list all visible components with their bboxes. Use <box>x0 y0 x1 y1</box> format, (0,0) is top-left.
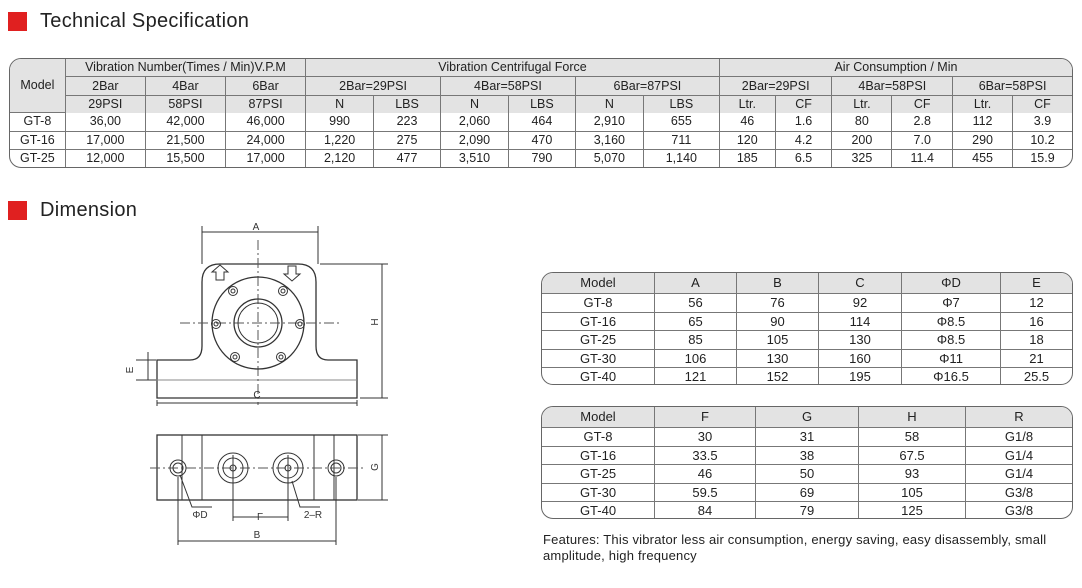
dim-label-f: F <box>256 512 264 523</box>
column-header: Model <box>542 273 655 294</box>
table-row <box>542 294 1072 313</box>
value-cell: G1/4 <box>966 447 1072 466</box>
force-pressure-header: 4Bar=58PSI <box>441 77 576 95</box>
value-cell: 185 <box>720 150 776 167</box>
value-cell: 120 <box>720 132 776 150</box>
value-cell: 36,00 <box>66 113 146 131</box>
value-cell: 121 <box>655 368 737 385</box>
value-cell: 67.5 <box>859 447 966 466</box>
air-unit-header: Ltr. <box>953 96 1013 113</box>
value-cell: 655 <box>644 113 720 131</box>
value-cell: 85 <box>655 331 737 350</box>
technical-specification-table <box>9 58 1073 168</box>
value-cell: 90 <box>737 313 819 332</box>
value-cell: 325 <box>832 150 892 167</box>
value-cell: 93 <box>859 465 966 484</box>
force-pressure-header: 2Bar=29PSI <box>306 77 441 95</box>
air-pressure-header: 6Bar=58PSI <box>953 77 1072 95</box>
value-cell: Φ11 <box>902 350 1001 369</box>
top-view-drawing <box>120 425 400 550</box>
value-cell: 24,000 <box>226 132 306 150</box>
value-cell: G3/8 <box>1004 503 1034 519</box>
dim-label-b: B <box>253 530 261 541</box>
value-cell: 464 <box>509 113 576 131</box>
value-cell: 56 <box>655 294 737 313</box>
value-cell: 223 <box>374 113 441 131</box>
model-cell: GT-40 <box>542 368 655 385</box>
value-cell: 130 <box>819 331 902 350</box>
force-pressure-header: 6Bar=87PSI <box>576 77 720 95</box>
value-cell: 42,000 <box>146 113 226 131</box>
dimension-table-1 <box>541 272 1073 385</box>
table-row <box>542 502 1072 519</box>
air-unit-header: CF <box>1013 96 1072 113</box>
value-cell: 38 <box>756 447 859 466</box>
column-header: B <box>737 273 819 294</box>
value-cell: 290 <box>953 132 1013 150</box>
model-cell: GT-16 <box>10 132 66 150</box>
model-cell: GT-16 <box>542 447 655 466</box>
value-cell: 92 <box>819 294 902 313</box>
value-cell: 65 <box>655 313 737 332</box>
vpm-psi-header: 29PSI <box>66 96 146 113</box>
value-cell: 1,140 <box>644 150 720 167</box>
value-cell: 7.0 <box>892 132 953 150</box>
table-header-row <box>542 273 1072 294</box>
model-cell: GT-16 <box>542 313 655 332</box>
model-cell: GT-30 <box>542 350 655 369</box>
value-cell: 50 <box>756 465 859 484</box>
value-cell: 46 <box>655 465 756 484</box>
model-cell: GT-8 <box>542 294 655 313</box>
air-pressure-header: 2Bar=29PSI <box>720 77 833 95</box>
model-cell: GT-40 <box>542 502 655 519</box>
dim-label-g: G <box>370 463 381 471</box>
value-cell: 15,500 <box>146 150 226 167</box>
value-cell: 18 <box>1001 331 1072 350</box>
column-header: A <box>655 273 737 294</box>
value-cell: 11.4 <box>892 150 953 167</box>
dim-label-a: A <box>252 222 260 233</box>
column-header: ΦD <box>902 273 1001 294</box>
value-cell: 3,510 <box>441 150 509 167</box>
value-cell: 46,000 <box>226 113 306 131</box>
value-cell: 1.6 <box>776 113 833 131</box>
column-header: R <box>966 407 1072 428</box>
value-cell: 105 <box>737 331 819 350</box>
column-header: G <box>756 407 859 428</box>
dimension-grid-1 <box>542 273 1072 385</box>
value-cell: 84 <box>655 502 756 519</box>
force-unit-header: N <box>576 96 644 113</box>
value-cell: 195 <box>819 368 902 385</box>
dim-label-r: 2–R <box>303 510 323 521</box>
value-cell: Φ7 <box>902 294 1001 313</box>
value-cell: 12,000 <box>66 150 146 167</box>
value-cell: 58 <box>859 428 966 447</box>
vpm-psi-header: 87PSI <box>226 96 306 113</box>
vpm-bar-header: 4Bar <box>146 77 226 95</box>
section-title: Dimension <box>40 199 138 221</box>
dimension-grid-2 <box>542 407 1072 519</box>
table-row <box>542 368 1072 385</box>
value-cell: 21,500 <box>146 132 226 150</box>
dim-label-h: H <box>370 318 381 326</box>
column-header: Model <box>542 407 655 428</box>
air-pressure-header: 4Bar=58PSI <box>832 77 953 95</box>
value-cell: 711 <box>644 132 720 150</box>
value-cell: 455 <box>953 150 1013 167</box>
value-cell: 15.9 <box>1030 151 1055 166</box>
value-cell: 990 <box>306 113 374 131</box>
dim-label-d: ΦD <box>192 510 208 521</box>
value-cell: 30 <box>655 428 756 447</box>
value-cell: 1,220 <box>306 132 374 150</box>
value-cell: Φ8.5 <box>902 331 1001 350</box>
force-unit-header: LBS <box>374 96 441 113</box>
value-cell: 790 <box>509 150 576 167</box>
table-row <box>542 465 1072 484</box>
model-header: Model <box>10 59 66 113</box>
red-square-icon <box>8 201 27 220</box>
table-row <box>10 132 1072 150</box>
value-cell: 2,060 <box>441 113 509 131</box>
table-row <box>542 350 1072 369</box>
section-title: Technical Specification <box>40 10 250 32</box>
value-cell: 114 <box>819 313 902 332</box>
vpm-bar-header: 2Bar <box>66 77 146 95</box>
table-header-row <box>542 407 1072 428</box>
value-cell: 80 <box>832 113 892 131</box>
model-cell: GT-8 <box>10 113 66 131</box>
table-row <box>542 447 1072 466</box>
table-row <box>542 331 1072 350</box>
value-cell: 160 <box>819 350 902 369</box>
vpm-psi-header: 58PSI <box>146 96 226 113</box>
dimension-heading <box>8 199 137 222</box>
value-cell: 16 <box>1001 313 1072 332</box>
table-row <box>542 313 1072 332</box>
value-cell: 10.2 <box>1013 132 1072 150</box>
air-unit-header: CF <box>892 96 953 113</box>
model-cell: GT-8 <box>542 428 655 447</box>
dim-label-e: E <box>125 366 136 374</box>
air-group-header: Air Consumption / Min <box>720 59 1072 77</box>
column-header: F <box>655 407 756 428</box>
value-cell: 6.5 <box>776 150 833 167</box>
spec-grid <box>10 59 1072 167</box>
value-cell: 69 <box>756 484 859 503</box>
value-cell: 105 <box>859 484 966 503</box>
value-cell: 12 <box>1001 294 1072 313</box>
force-unit-header: LBS <box>509 96 576 113</box>
value-cell: 2,120 <box>306 150 374 167</box>
value-cell: 200 <box>832 132 892 150</box>
table-row <box>542 428 1072 447</box>
value-cell: 76 <box>737 294 819 313</box>
model-cell: GT-25 <box>10 150 66 167</box>
vpm-bar-header: 6Bar <box>226 77 306 95</box>
dim-label-c: C <box>253 390 261 401</box>
model-cell: GT-30 <box>542 484 655 503</box>
technical-specification-heading <box>8 10 249 33</box>
air-unit-header: Ltr. <box>720 96 776 113</box>
air-unit-header: CF <box>776 96 833 113</box>
value-cell: 2,910 <box>576 113 644 131</box>
value-cell: 477 <box>374 150 441 167</box>
column-header: C <box>819 273 902 294</box>
value-cell: 21 <box>1001 350 1072 369</box>
value-cell: Φ8.5 <box>902 313 1001 332</box>
table-row <box>10 150 1072 167</box>
value-cell: 275 <box>374 132 441 150</box>
value-cell: 17,000 <box>226 150 306 167</box>
value-cell: 46 <box>720 113 776 131</box>
force-unit-header: N <box>306 96 374 113</box>
value-cell: 2.8 <box>892 113 953 131</box>
front-view-drawing <box>120 220 390 415</box>
value-cell: 25.5 <box>1023 369 1050 385</box>
force-group-header: Vibration Centrifugal Force <box>306 59 720 77</box>
spec-rows <box>10 113 1072 167</box>
value-cell: 3.9 <box>1013 113 1072 131</box>
value-cell: 106 <box>655 350 737 369</box>
table-row <box>542 484 1072 503</box>
force-unit-header: N <box>441 96 509 113</box>
vpm-group-header: Vibration Number(Times / Min)V.P.M <box>66 59 306 77</box>
value-cell: 130 <box>737 350 819 369</box>
value-cell: 112 <box>953 113 1013 131</box>
table-row <box>10 113 1072 131</box>
dimension-table-2 <box>541 406 1073 519</box>
column-header: E <box>1001 273 1072 294</box>
value-cell: 470 <box>509 132 576 150</box>
force-unit-header: LBS <box>644 96 720 113</box>
features-text: Features: This vibrator less air consumption, energy saving, easy disassembly, small amplitude, high frequency <box>543 532 1047 563</box>
value-cell: 4.2 <box>776 132 833 150</box>
column-header: H <box>859 407 966 428</box>
value-cell: G1/4 <box>966 465 1072 484</box>
model-cell: GT-25 <box>542 331 655 350</box>
value-cell: 31 <box>756 428 859 447</box>
red-square-icon <box>8 12 27 31</box>
value-cell: 79 <box>756 502 859 519</box>
value-cell: 2,090 <box>441 132 509 150</box>
value-cell: 17,000 <box>66 132 146 150</box>
value-cell: 125 <box>859 502 966 519</box>
value-cell: 59.5 <box>655 484 756 503</box>
value-cell: 5,070 <box>576 150 644 167</box>
value-cell: 152 <box>737 368 819 385</box>
value-cell: 33.5 <box>655 447 756 466</box>
value-cell: G3/8 <box>966 484 1072 503</box>
value-cell: Φ16.5 <box>902 368 1001 385</box>
model-cell: GT-25 <box>542 465 655 484</box>
value-cell: G1/8 <box>966 428 1072 447</box>
value-cell: 3,160 <box>576 132 644 150</box>
air-unit-header: Ltr. <box>832 96 892 113</box>
